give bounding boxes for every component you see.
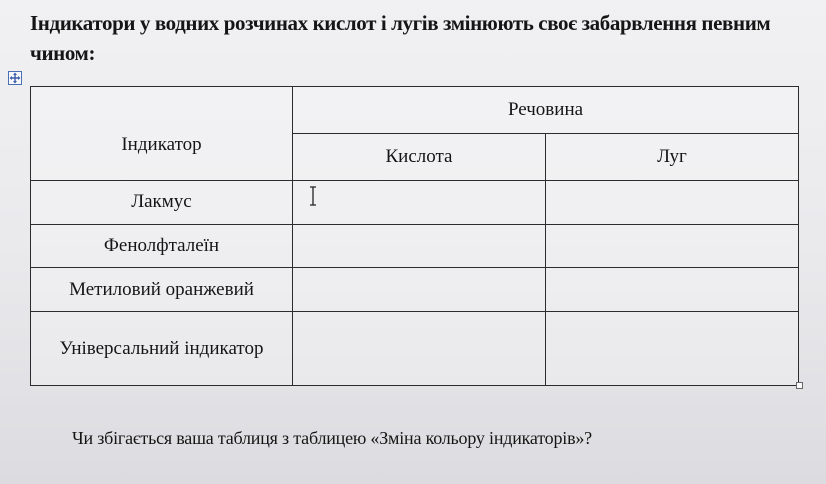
table-row (31, 268, 799, 312)
intro-text: Індикатори у водних розчинах кислот і лугів змінюють своє забарвлення певним чином: (30, 11, 771, 65)
indicator-table (30, 86, 798, 386)
acid-color-cell[interactable] (293, 224, 546, 268)
table-row (31, 224, 799, 268)
base-color-cell[interactable] (546, 268, 799, 312)
header-substance: Речовина (293, 87, 799, 134)
acid-color-cell[interactable] (293, 268, 546, 312)
base-color-cell[interactable] (546, 224, 799, 268)
i-beam-cursor-icon (308, 186, 318, 206)
table-resize-icon[interactable] (796, 382, 803, 389)
indicator-name: Універсальний індикатор (31, 312, 293, 386)
base-color-cell[interactable] (546, 181, 799, 225)
header-acid: Кислота (293, 134, 546, 181)
indicator-name: Лакмус (31, 181, 293, 225)
header-indicator: Індикатор (31, 87, 293, 181)
question-text: Чи збігається ваша таблиця з таблицею «Зміна кольору індикаторів»? (72, 428, 592, 448)
acid-color-cell[interactable] (293, 312, 546, 386)
table-move-icon[interactable] (8, 71, 22, 85)
indicator-name: Метиловий оранжевий (31, 268, 293, 312)
table-row (31, 312, 799, 386)
table-row (31, 181, 799, 225)
indicator-name: Фенолфталеїн (31, 224, 293, 268)
header-base: Луг (546, 134, 799, 181)
base-color-cell[interactable] (546, 312, 799, 386)
acid-color-cell[interactable] (293, 181, 546, 225)
